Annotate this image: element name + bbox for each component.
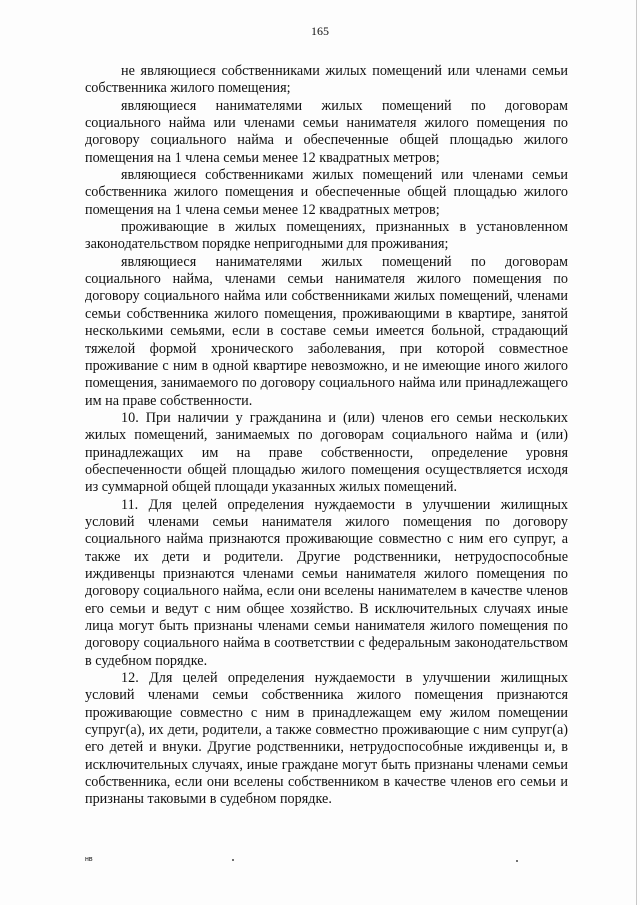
paragraph-10: 10. При наличии у гражданина и (или) членов его семьи нескольких жилых помещений, занимаемых по договорам социального найма и (или) принадлежащих им на праве собственности, определение уровня обеспеченности общей площадью жилого помещения осуществляется исходя из суммарной общей площади указанных жилых помещений.	[85, 409, 568, 496]
paragraph-4: проживающие в жилых помещениях, признанных в установленном законодательством порядке непригодными для проживания;	[85, 219, 568, 253]
scan-speck	[232, 859, 234, 861]
scan-speck	[516, 860, 518, 862]
page-number: 165	[311, 24, 329, 38]
body-text	[85, 63, 568, 809]
paragraph-11: 11. Для целей определения нуждаемости в улучшении жилищных условий членами семьи нанимателя жилого помещения по договору социального найма признаются проживающие совместно с ним его супруг, а также их дети и родители. Другие родственники, нетрудоспособные иждивенцы признаются членами семьи нанимателя жилого помещения по договору социального найма, если они вселены нанимателем в качестве членов его семьи и ведут с ним общее хозяйство. В исключительных случаях иные лица могут быть признаны членами семьи нанимателя жилого помещения по договору социального найма в соответствии с федеральным законодательством в судебном порядке.	[85, 496, 568, 669]
paragraph-5: являющиеся нанимателями жилых помещений по договорам социального найма, членами семьи нанимателя жилого помещения по договору социального найма или собственниками жилых помещений, членами семьи собственника жилого помещения, проживающими в квартире, занятой несколькими семьями, если в составе семьи имеется больной, страдающий тяжелой формой хронического заболевания, при которой совместное проживание с ним в одной квартире невозможно, и не имеющие иного жилого помещения, занимаемого по договору социального найма или принадлежащего им на праве собственности.	[85, 253, 568, 409]
paragraph-1: не являющиеся собственниками жилых помещений или членами семьи собственника жилого помещения;	[85, 63, 568, 97]
footer-mark: нв	[85, 856, 93, 863]
paragraph-12: 12. Для целей определения нуждаемости в улучшении жилищных условий членами семьи собственника жилого помещения признаются проживающие совместно с ним в принадлежащем ему жилом помещении супруг(а), их дети, родители, а также совместно проживающие с ним супруг(а) его детей и внуки. Другие родственники, нетрудоспособные иждивенцы и, в исключительных случаях, иные граждане могут быть признаны членами семьи собственника, если они вселены собственником в качестве членов его семьи и признаны таковыми в судебном порядке.	[85, 670, 568, 808]
scan-edge	[636, 0, 637, 905]
paragraph-2: являющиеся нанимателями жилых помещений по договорам социального найма или членами семьи нанимателя жилого помещения по договору социального найма и обеспеченные общей площадью жилого помещения на 1 члена семьи менее 12 квадратных метров;	[85, 97, 568, 166]
paragraph-3: являющиеся собственниками жилых помещений или членами семьи собственника жилого помещения и обеспеченные общей площадью жилого помещения на 1 члена семьи менее 12 квадратных метров;	[85, 167, 568, 218]
